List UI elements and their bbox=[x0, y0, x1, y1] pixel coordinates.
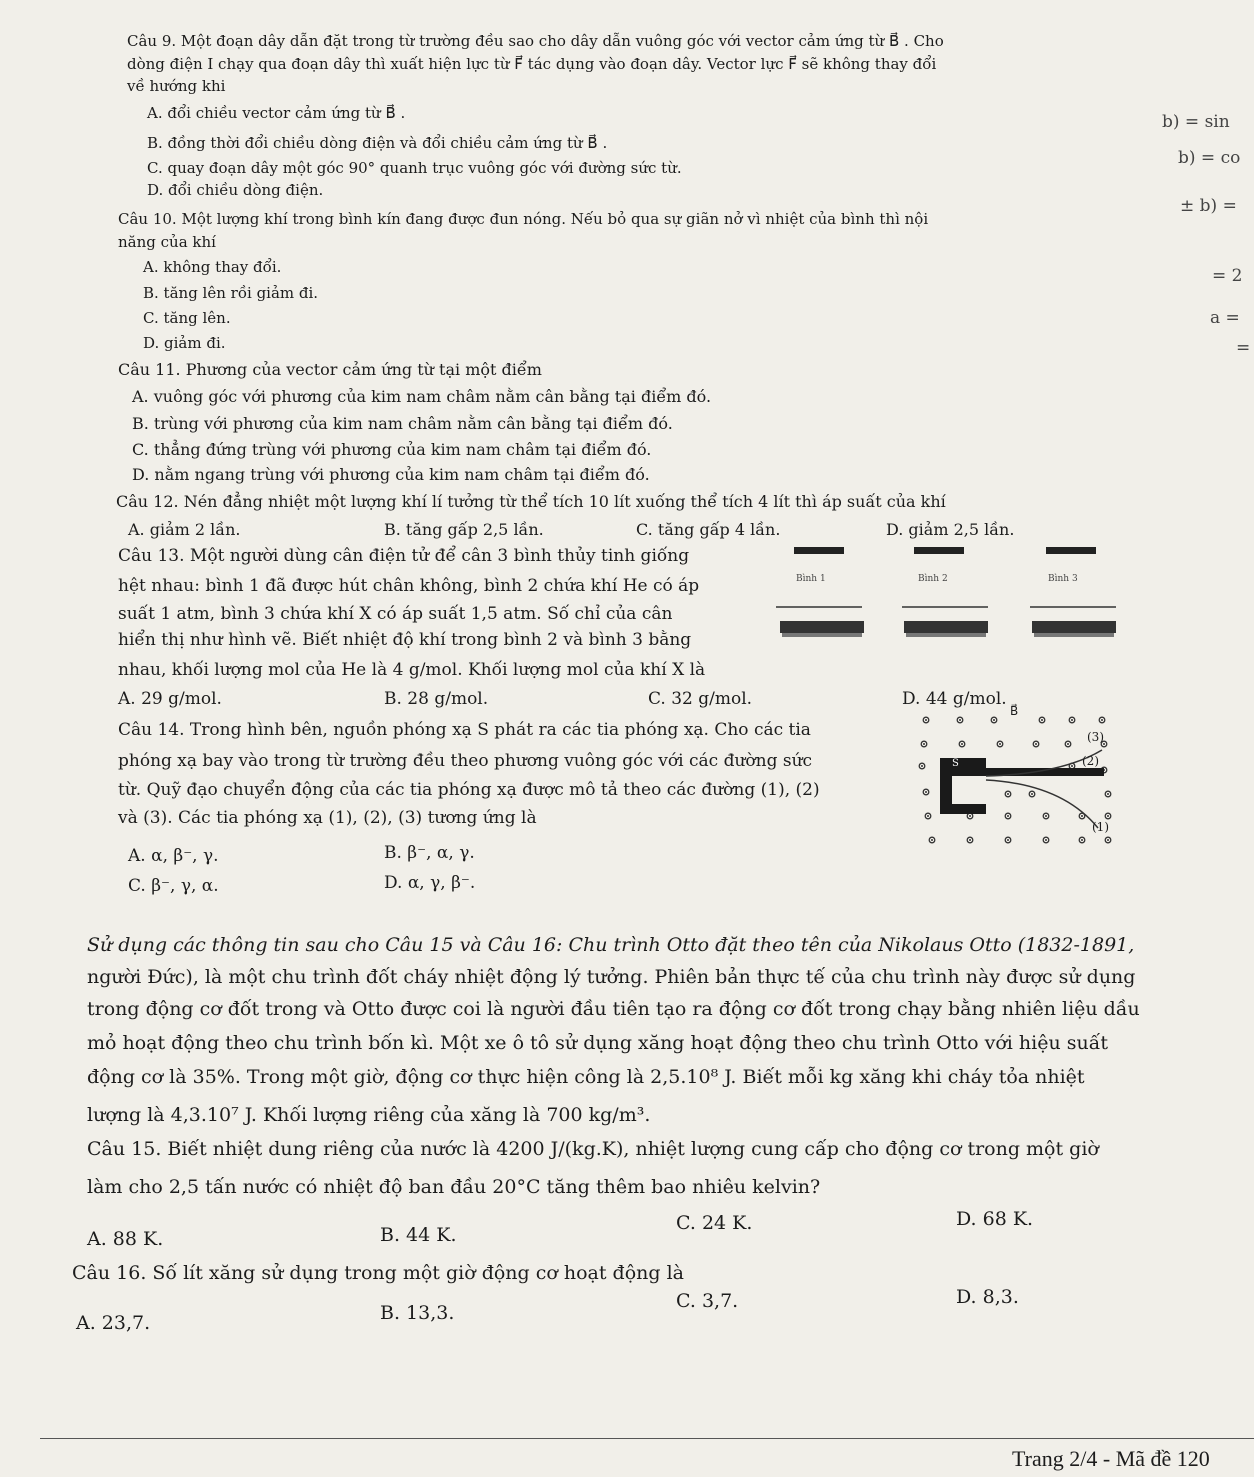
q9-stem-line1: Câu 9. Một đoạn dây dẫn đặt trong từ trường đều sao cho dây dẫn vuông góc với vector cảm ứng từ B⃗ . Cho bbox=[127, 32, 944, 50]
q13-stem-line1: Câu 13. Một người dùng cân điện tử để cân 3 bình thủy tinh giống bbox=[118, 546, 690, 566]
q14-stem-line1: Câu 14. Trong hình bên, nguồn phóng xạ S phát ra các tia phóng xạ. Cho các tia bbox=[118, 720, 811, 740]
scale-label-3: Bình 3 bbox=[1048, 574, 1078, 584]
info-line2: người Đức), là một chu trình đốt cháy nhiệt động lý tưởng. Phiên bản thực tế của chu trình này được sử dụng bbox=[87, 966, 1136, 988]
path-label-1: (1) bbox=[1092, 820, 1109, 834]
q14-option-d: D. α, γ, β⁻. bbox=[384, 873, 476, 893]
footer-divider bbox=[40, 1438, 1254, 1439]
q16-option-c: C. 3,7. bbox=[676, 1290, 739, 1312]
q15-option-a: A. 88 K. bbox=[87, 1228, 164, 1250]
info-line5: động cơ là 35%. Trong một giờ, động cơ thực hiện công là 2,5.10⁸ J. Biết mỗi kg xăng khi cháy tỏa nhiệt bbox=[87, 1066, 1085, 1088]
margin-note-5: a = bbox=[1210, 308, 1240, 328]
q10-option-a: A. không thay đổi. bbox=[143, 258, 282, 276]
q13-stem-line2: hệt nhau: bình 1 đã được hút chân không, bình 2 chứa khí He có áp bbox=[118, 576, 700, 596]
radiation-figure bbox=[912, 704, 1112, 854]
q13-option-a: A. 29 g/mol. bbox=[118, 689, 222, 709]
q14-stem-line4: và (3). Các tia phóng xạ (1), (2), (3) tương ứng là bbox=[118, 808, 537, 828]
q9-option-c: C. quay đoạn dây một góc 90° quanh trục vuông góc với đường sức từ. bbox=[147, 159, 682, 177]
info-line3: trong động cơ đốt trong và Otto được coi là người đầu tiên tạo ra động cơ đốt trong chạy bằng nhiên liệu dầu bbox=[87, 998, 1140, 1020]
q16-option-d: D. 8,3. bbox=[956, 1286, 1019, 1308]
scale-label-2: Bình 2 bbox=[918, 574, 948, 584]
q14-option-c: C. β⁻, γ, α. bbox=[128, 876, 219, 896]
q9-stem-line2: dòng điện I chạy qua đoạn dây thì xuất hiện lực từ F⃗ tác dụng vào đoạn dây. Vector lực F⃗ sẽ không thay đổi bbox=[127, 55, 937, 73]
scale-figure-1 bbox=[776, 545, 868, 645]
q14-stem-line2: phóng xạ bay vào trong từ trường đều theo phương vuông góc với các đường sức bbox=[118, 751, 813, 771]
q16-option-a: A. 23,7. bbox=[76, 1312, 151, 1334]
q13-stem-line5: nhau, khối lượng mol của He là 4 g/mol. Khối lượng mol của khí X là bbox=[118, 660, 706, 680]
margin-note-4: = 2 bbox=[1212, 266, 1243, 286]
scale-figure-3 bbox=[1030, 545, 1122, 645]
path-label-2: (2) bbox=[1082, 754, 1099, 768]
q13-option-b: B. 28 g/mol. bbox=[384, 689, 489, 709]
q10-stem-line1: Câu 10. Một lượng khí trong bình kín đang được đun nóng. Nếu bỏ qua sự giãn nở vì nhiệt của bình thì nội bbox=[118, 210, 929, 228]
margin-note-6: = bbox=[1236, 338, 1251, 358]
q9-option-d: D. đổi chiều dòng điện. bbox=[147, 181, 324, 199]
q10-option-d: D. giảm đi. bbox=[143, 334, 226, 352]
q16-option-b: B. 13,3. bbox=[380, 1302, 455, 1324]
source-label-s: S bbox=[952, 758, 959, 769]
q15-option-c: C. 24 K. bbox=[676, 1212, 753, 1234]
q12-option-b: B. tăng gấp 2,5 lần. bbox=[384, 520, 544, 539]
margin-note-1: b) = sin bbox=[1162, 112, 1230, 132]
q13-option-c: C. 32 g/mol. bbox=[648, 689, 753, 709]
q11-option-a: A. vuông góc với phương của kim nam châm nằm cân bằng tại điểm đó. bbox=[132, 387, 712, 406]
q12-option-a: A. giảm 2 lần. bbox=[128, 520, 241, 539]
q12-stem: Câu 12. Nén đẳng nhiệt một lượng khí lí tưởng từ thể tích 10 lít xuống thể tích 4 lít thì áp suất của khí bbox=[116, 492, 946, 511]
q15-stem-line1: Câu 15. Biết nhiệt dung riêng của nước là 4200 J/(kg.K), nhiệt lượng cung cấp cho động cơ trong một giờ bbox=[87, 1138, 1099, 1160]
q13-option-d: D. 44 g/mol. bbox=[902, 689, 1007, 709]
q15-stem-line2: làm cho 2,5 tấn nước có nhiệt độ ban đầu 20°C tăng thêm bao nhiêu kelvin? bbox=[87, 1176, 821, 1198]
q10-option-b: B. tăng lên rồi giảm đi. bbox=[143, 284, 319, 302]
scale-figure-2 bbox=[902, 545, 994, 645]
scale-label-1: Bình 1 bbox=[796, 574, 826, 584]
page-footer: Trang 2/4 - Mã đề 120 bbox=[1012, 1446, 1210, 1471]
q9-stem-line3: về hướng khi bbox=[127, 77, 226, 95]
q10-stem-line2: năng của khí bbox=[118, 233, 216, 251]
q12-option-d: D. giảm 2,5 lần. bbox=[886, 520, 1015, 539]
field-label-b: B⃗ bbox=[1010, 704, 1019, 718]
q13-stem-line4: hiển thị như hình vẽ. Biết nhiệt độ khí trong bình 2 và bình 3 bằng bbox=[118, 630, 692, 650]
q9-option-a: A. đổi chiều vector cảm ứng từ B⃗ . bbox=[147, 104, 406, 122]
q15-option-b: B. 44 K. bbox=[380, 1224, 457, 1246]
q10-option-c: C. tăng lên. bbox=[143, 309, 231, 327]
q15-option-d: D. 68 K. bbox=[956, 1208, 1034, 1230]
q16-stem: Câu 16. Số lít xăng sử dụng trong một giờ động cơ hoạt động là bbox=[72, 1262, 684, 1284]
q11-option-b: B. trùng với phương của kim nam châm nằm cân bằng tại điểm đó. bbox=[132, 414, 673, 433]
q13-stem-line3: suất 1 atm, bình 3 chứa khí X có áp suất 1,5 atm. Số chỉ của cân bbox=[118, 604, 673, 624]
info-line1: Sử dụng các thông tin sau cho Câu 15 và Câu 16: Chu trình Otto đặt theo tên của Nikolaus Otto (1832-1891, bbox=[87, 934, 1135, 956]
q14-stem-line3: từ. Quỹ đạo chuyển động của các tia phóng xạ được mô tả theo các đường (1), (2) bbox=[118, 780, 820, 800]
q11-option-c: C. thẳng đứng trùng với phương của kim nam châm tại điểm đó. bbox=[132, 440, 652, 459]
margin-note-2: b) = co bbox=[1178, 148, 1241, 168]
q11-stem: Câu 11. Phương của vector cảm ứng từ tại một điểm bbox=[118, 360, 542, 379]
q12-option-c: C. tăng gấp 4 lần. bbox=[636, 520, 781, 539]
q9-option-b: B. đồng thời đổi chiều dòng điện và đổi chiều cảm ứng từ B⃗ . bbox=[147, 134, 608, 152]
margin-note-3: ± b) = bbox=[1180, 196, 1237, 216]
q14-option-b: B. β⁻, α, γ. bbox=[384, 843, 475, 863]
info-line4: mỏ hoạt động theo chu trình bốn kì. Một xe ô tô sử dụng xăng hoạt động theo chu trình Otto với hiệu suất bbox=[87, 1032, 1108, 1054]
q14-option-a: A. α, β⁻, γ. bbox=[128, 846, 219, 866]
path-label-3: (3) bbox=[1087, 730, 1104, 744]
q11-option-d: D. nằm ngang trùng với phương của kim nam châm tại điểm đó. bbox=[132, 465, 650, 484]
info-line6: lượng là 4,3.10⁷ J. Khối lượng riêng của xăng là 700 kg/m³. bbox=[87, 1104, 651, 1126]
